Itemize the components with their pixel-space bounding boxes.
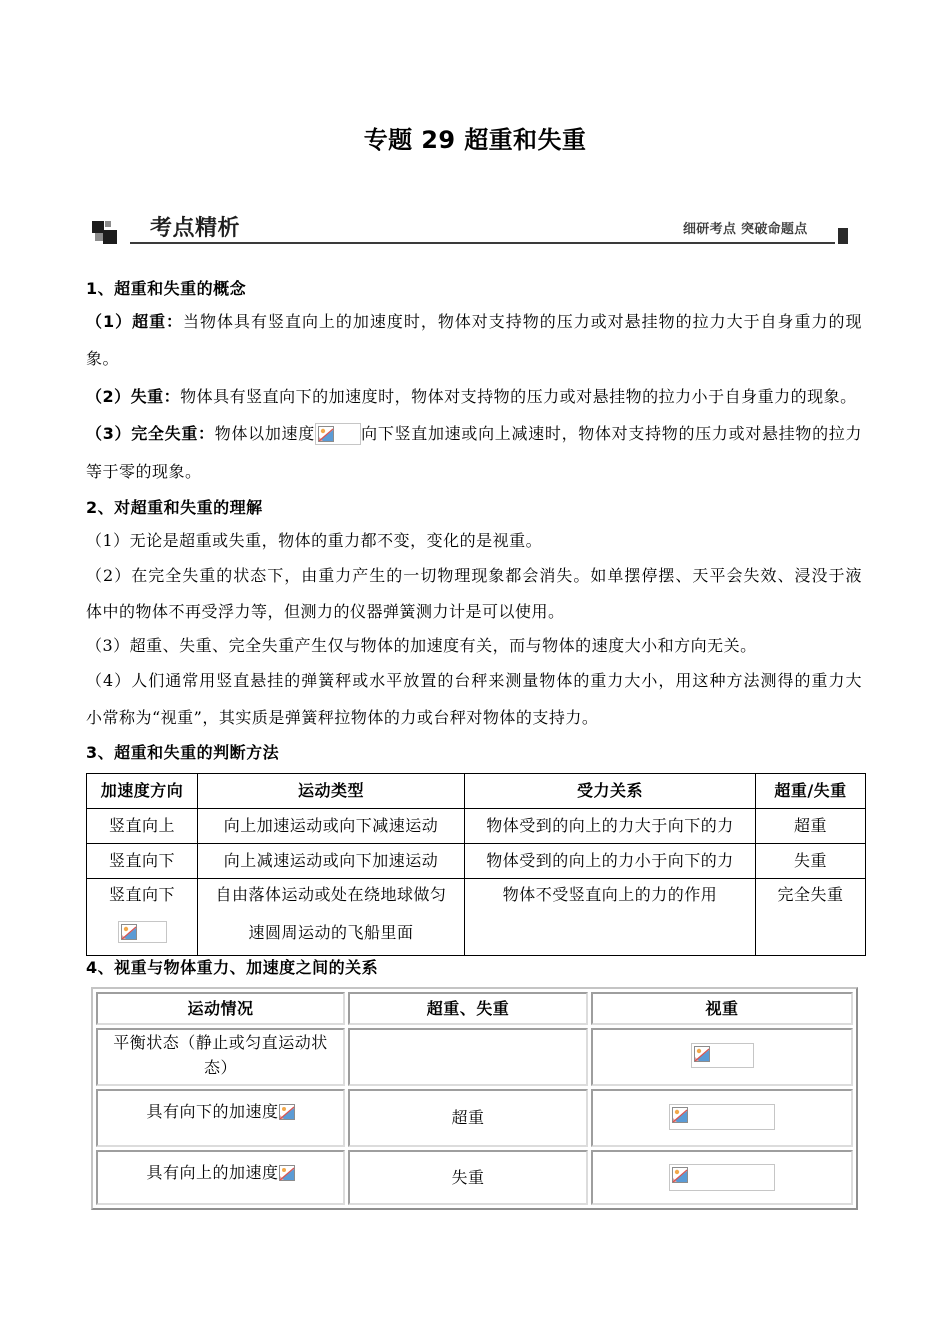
squares-icon — [88, 217, 120, 247]
banner-end-block — [838, 228, 848, 244]
formula-image-placeholder — [118, 921, 167, 943]
cell-apparent-weight — [591, 1089, 853, 1147]
header-motion-type: 运动类型 — [198, 774, 465, 809]
cell-situation — [96, 1028, 345, 1086]
complete-weightlessness-line-1 — [86, 423, 862, 445]
cell-situation — [96, 1089, 345, 1147]
section-1-heading: 1、超重和失重的概念 — [86, 279, 247, 298]
table-row — [87, 809, 866, 844]
header-force-relation: 受力关系 — [465, 774, 756, 809]
weightlessness-label: （2）失重： — [86, 387, 181, 406]
formula-image-placeholder — [315, 423, 361, 445]
broken-image-icon — [671, 1106, 689, 1124]
table-header-row — [96, 992, 853, 1025]
cell-state: 失重 — [756, 844, 866, 879]
overweight-line-1 — [86, 311, 862, 333]
table-row — [96, 1089, 853, 1147]
understanding-item-2-line-1: （2）在完全失重的状态下，由重力产生的一切物理现象都会消失。如单摆停摆、天平会失效、浸没于液 — [86, 566, 862, 585]
cell-motion-line-2: 速圆周运动的飞船里面 — [248, 923, 414, 942]
table-row — [96, 1150, 853, 1205]
judgement-table — [86, 773, 866, 956]
broken-image-icon — [120, 923, 138, 941]
header-motion-situation: 运动情况 — [96, 992, 345, 1025]
section-2-heading: 2、对超重和失重的理解 — [86, 498, 263, 517]
cell-apparent-weight — [591, 1028, 853, 1086]
cell-motion: 向上加速运动或向下减速运动 — [198, 809, 465, 844]
cell-direction — [87, 879, 198, 956]
cell-apparent-weight — [591, 1150, 853, 1205]
cell-situation-text: 具有向下的加速度 — [146, 1102, 279, 1121]
cell-state-text: 完全失重 — [777, 885, 844, 904]
cell-direction: 竖直向上 — [87, 809, 198, 844]
understanding-item-4-line-1: （4）人们通常用竖直悬挂的弹簧秤或水平放置的台秤来测量物体的重力大小，用这种方法测得的重力大 — [86, 671, 862, 690]
cell-situation-text: 具有向上的加速度 — [146, 1163, 279, 1182]
banner-divider — [130, 242, 835, 244]
banner-tagline: 细研考点 突破命题点 — [683, 222, 808, 237]
cell-force — [465, 879, 756, 956]
cell-motion: 向上减速运动或向下加速运动 — [198, 844, 465, 879]
table-row — [87, 879, 866, 956]
complete-weightlessness-text-before: 物体以加速度 — [214, 424, 315, 443]
cell-direction: 竖直向下 — [87, 844, 198, 879]
understanding-item-3: （3）超重、失重、完全失重产生仅与物体的加速度有关，而与物体的速度大小和方向无关。 — [86, 636, 757, 655]
overweight-line-2: 象。 — [86, 349, 120, 368]
complete-weightlessness-text-after: 向下竖直加速或向上减速时，物体对支持物的压力或对悬挂物的拉力 — [360, 424, 862, 443]
broken-image-icon — [317, 425, 335, 443]
cell-state — [756, 879, 866, 956]
cell-situation-line-2: 态） — [203, 1058, 237, 1077]
cell-situation-line-1: 平衡状态（静止或匀直运动状 — [113, 1033, 328, 1052]
cell-direction-text: 竖直向下 — [108, 885, 175, 904]
formula-image-placeholder — [669, 1104, 775, 1130]
broken-image-icon — [279, 1163, 295, 1183]
cell-weight-state — [348, 1028, 588, 1086]
cell-motion-line-1: 自由落体运动或处在绕地球做匀 — [215, 885, 447, 904]
overweight-label: （1）超重： — [86, 312, 184, 331]
cell-weight-state: 超重 — [348, 1089, 588, 1147]
broken-image-icon — [671, 1166, 689, 1184]
weightlessness-text: 物体具有竖直向下的加速度时，物体对支持物的压力或对悬挂物的拉力小于自身重力的现象。 — [180, 387, 857, 406]
header-weight-state: 超重、失重 — [348, 992, 588, 1025]
complete-weightlessness-label: （3）完全失重： — [86, 424, 215, 443]
cell-state: 超重 — [756, 809, 866, 844]
understanding-item-2-line-2: 体中的物体不再受浮力等，但测力的仪器弹簧测力计是可以使用。 — [86, 602, 565, 621]
overweight-text: 当物体具有竖直向上的加速度时，物体对支持物的压力或对悬挂物的拉力大于自身重力的现 — [183, 312, 862, 331]
table-row — [87, 844, 866, 879]
weightlessness-line-1 — [86, 386, 862, 408]
cell-weight-state: 失重 — [348, 1150, 588, 1205]
apparent-weight-table — [91, 987, 858, 1210]
banner-label: 考点精析 — [150, 216, 241, 241]
header-apparent-weight: 视重 — [591, 992, 853, 1025]
table-row — [96, 1028, 853, 1086]
header-acceleration-direction: 加速度方向 — [87, 774, 198, 809]
complete-weightlessness-line-2: 等于零的现象。 — [86, 462, 202, 481]
table-header-row — [87, 774, 866, 809]
cell-situation — [96, 1150, 345, 1205]
section-3-heading: 3、超重和失重的判断方法 — [86, 743, 280, 762]
broken-image-icon — [279, 1102, 295, 1122]
cell-force-text: 物体不受竖直向上的力的作用 — [502, 885, 718, 904]
section-4-heading: 4、视重与物体重力、加速度之间的关系 — [86, 958, 379, 977]
broken-image-icon — [693, 1045, 711, 1063]
page-title: 专题 29 超重和失重 — [363, 126, 587, 154]
formula-image-placeholder — [669, 1164, 775, 1191]
formula-image-placeholder — [691, 1043, 754, 1068]
understanding-item-4-line-2: 小常称为“视重”，其实质是弹簧秤拉物体的力或台秤对物体的支持力。 — [86, 708, 599, 727]
understanding-item-1: （1）无论是超重或失重，物体的重力都不变，变化的是视重。 — [86, 531, 543, 550]
cell-force: 物体受到的向上的力大于向下的力 — [465, 809, 756, 844]
header-weight-state: 超重/失重 — [756, 774, 866, 809]
cell-motion — [198, 879, 465, 956]
cell-force: 物体受到的向上的力小于向下的力 — [465, 844, 756, 879]
